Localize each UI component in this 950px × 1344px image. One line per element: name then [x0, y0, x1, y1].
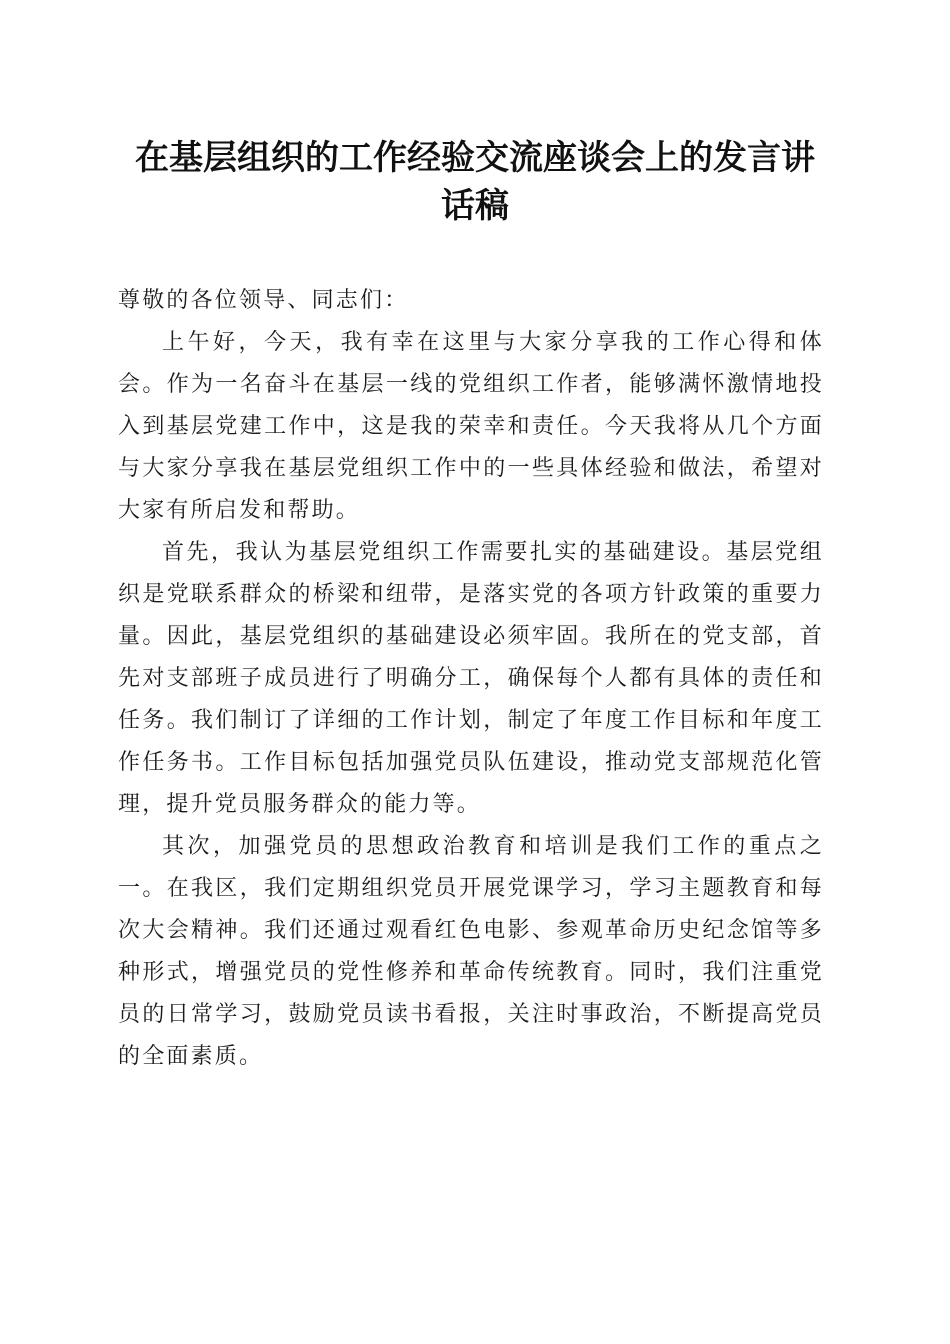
page-title	[110, 134, 840, 230]
document-body	[118, 280, 824, 1078]
paragraph-education: 其次，加强党员的思想政治教育和培训是我们工作的重点之一。在我区，我们定期组织党员开展党课学习，学习主题教育和每次大会精神。我们还通过观看红色电影、参观革命历史纪念馆等多种形式，增强党员的党性修养和革命传统教育。同时，我们注重党员的日常学习，鼓励党员读书看报，关注时事政治，不断提高党员的全面素质。	[118, 834, 824, 1069]
paragraph-foundation: 首先，我认为基层党组织工作需要扎实的基础建设。基层党组织是党联系群众的桥梁和纽带，是落实党的各项方针政策的重要力量。因此，基层党组织的基础建设必须牢固。我所在的党支部，首先对支部班子成员进行了明确分工，确保每个人都有具体的责任和任务。我们制订了详细的工作计划，制定了年度工作目标和年度工作任务书。工作目标包括加强党员队伍建设，推动党支部规范化管理，提升党员服务群众的能力等。	[118, 540, 824, 817]
paragraph-greeting: 上午好，今天，我有幸在这里与大家分享我的工作心得和体会。作为一名奋斗在基层一线的党组织工作者，能够满怀激情地投入到基层党建工作中，这是我的荣幸和责任。今天我将从几个方面与大家分享我在基层党组织工作中的一些具体经验和做法，希望对大家有所启发和帮助。	[118, 330, 824, 523]
title-line-1: 在基层组织的工作经验交流座谈会上的发言讲	[135, 138, 815, 178]
salutation: 尊敬的各位领导、同志们：	[118, 288, 409, 313]
title-line-2: 话稿	[441, 186, 509, 226]
